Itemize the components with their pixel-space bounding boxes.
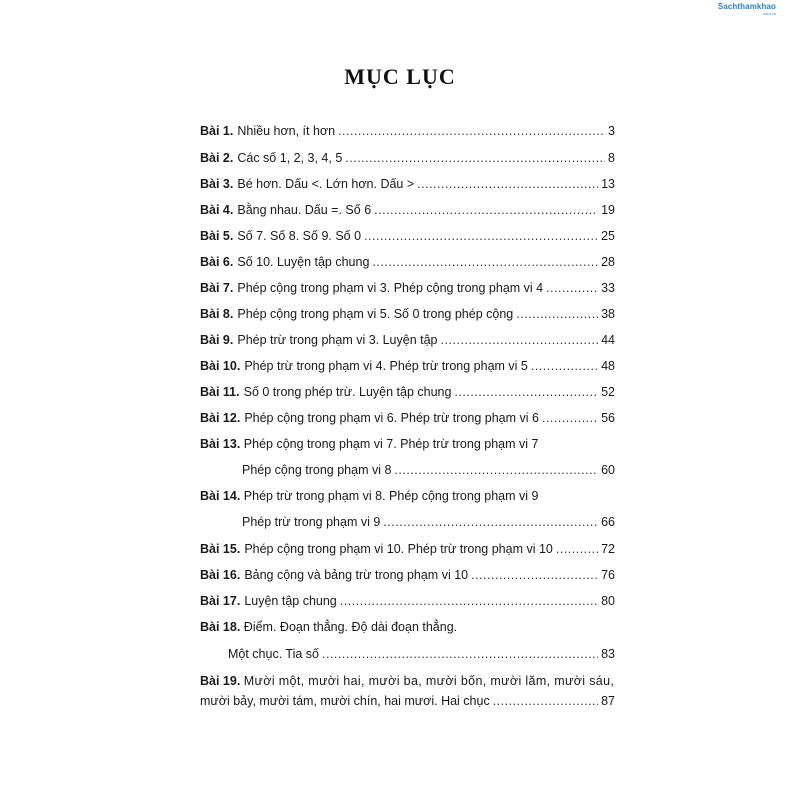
toc-entry-18-continued <box>200 645 615 663</box>
toc-entry-6 <box>200 253 615 271</box>
toc-entry-1 <box>200 122 615 140</box>
entry-page: 8 <box>608 151 615 165</box>
entry-title-continued: Phép cộng trong phạm vi 8 <box>242 463 392 477</box>
entry-number: Bài 4. <box>200 203 234 217</box>
entry-page: 13 <box>601 177 615 191</box>
logo-subtext: .com.vn <box>761 11 776 16</box>
toc-entry-11 <box>200 383 615 401</box>
toc-entry-5 <box>200 227 615 245</box>
entry-number: Bài 17. <box>200 594 241 608</box>
entry-page: 80 <box>601 594 615 608</box>
entry-page: 83 <box>601 647 615 661</box>
toc-entry-15 <box>200 540 615 558</box>
entry-title: Phép cộng trong phạm vi 6. Phép trừ trong phạm vi 6 <box>244 411 539 425</box>
entry-number: Bài 19. <box>200 674 241 688</box>
entry-page: 56 <box>601 411 615 425</box>
toc-entry-14-continued <box>200 513 615 531</box>
leader-dots <box>394 461 598 479</box>
entry-page: 38 <box>601 307 615 321</box>
leader-dots <box>493 692 598 710</box>
entry-page: 44 <box>601 333 615 347</box>
leader-dots <box>364 227 598 245</box>
entry-number: Bài 14. <box>200 489 241 503</box>
toc-entry-2 <box>200 149 615 167</box>
entry-page: 52 <box>601 385 615 399</box>
entry-title: Số 0 trong phép trừ. Luyện tập chung <box>243 385 452 399</box>
toc-entry-8 <box>200 305 615 323</box>
toc-entry-9 <box>200 331 615 349</box>
entry-title: Phép cộng trong phạm vi 10. Phép trừ trong phạm vi 10 <box>244 542 553 556</box>
leader-dots <box>383 513 598 531</box>
toc-entry-14 <box>200 487 615 505</box>
entry-title: Phép trừ trong phạm vi 4. Phép trừ trong phạm vi 5 <box>244 359 528 373</box>
toc-entry-19-continued <box>200 692 615 710</box>
leader-dots <box>531 357 598 375</box>
entry-number: Bài 18. <box>200 620 241 634</box>
leader-dots <box>546 279 598 297</box>
toc-entry-7 <box>200 279 615 297</box>
toc-entry-13 <box>200 435 615 453</box>
entry-number: Bài 2. <box>200 151 234 165</box>
entry-page: 28 <box>601 255 615 269</box>
entry-number: Bài 6. <box>200 255 234 269</box>
entry-title: Phép trừ trong phạm vi 8. Phép cộng trong phạm vi 9 <box>243 489 539 503</box>
entry-page: 72 <box>601 542 615 556</box>
toc-entry-3 <box>200 175 615 193</box>
leader-dots <box>441 331 599 349</box>
entry-title: Phép cộng trong phạm vi 5. Số 0 trong phép cộng <box>237 307 514 321</box>
entry-title: Bé hơn. Dấu <. Lớn hơn. Dấu > <box>237 177 415 191</box>
toc-entry-18 <box>200 618 615 636</box>
leader-dots <box>556 540 598 558</box>
entry-number: Bài 5. <box>200 229 234 243</box>
entry-number: Bài 7. <box>200 281 234 295</box>
entry-title: Điểm. Đoạn thẳng. Độ dài đoạn thẳng. <box>243 620 458 634</box>
entry-number: Bài 13. <box>200 437 241 451</box>
entry-number: Bài 11. <box>200 385 240 399</box>
toc-entry-17 <box>200 592 615 610</box>
leader-dots <box>322 645 598 663</box>
entry-number: Bài 10. <box>200 359 241 373</box>
entry-page: 25 <box>601 229 615 243</box>
toc-entry-13-continued <box>200 461 615 479</box>
leader-dots <box>338 122 605 140</box>
entry-title: Phép cộng trong phạm vi 3. Phép cộng trong phạm vi 4 <box>237 281 544 295</box>
leader-dots <box>345 149 605 167</box>
entry-title: Mười một, mười hai, mười ba, mười bốn, mười lăm, mười sáu, <box>243 674 615 688</box>
leader-dots <box>516 305 598 323</box>
entry-number: Bài 1. <box>200 124 234 138</box>
leader-dots <box>372 253 598 271</box>
entry-title-continued: Phép trừ trong phạm vi 9 <box>242 515 381 529</box>
leader-dots <box>542 409 598 427</box>
entry-title: Số 7. Số 8. Số 9. Số 0 <box>237 229 362 243</box>
entry-title-continued: mười bảy, mười tám, mười chín, hai mươi. Hai chục <box>200 694 490 708</box>
entry-page: 60 <box>601 463 615 477</box>
leader-dots <box>417 175 598 193</box>
entry-page: 3 <box>608 124 615 138</box>
toc-entry-10 <box>200 357 615 375</box>
entry-number: Bài 3. <box>200 177 234 191</box>
leader-dots <box>454 383 598 401</box>
entry-title: Nhiều hơn, ít hơn <box>237 124 336 138</box>
entry-title: Bảng cộng và bảng trừ trong phạm vi 10 <box>244 568 469 582</box>
leader-dots <box>374 201 598 219</box>
entry-page: 33 <box>601 281 615 295</box>
entry-page: 19 <box>601 203 615 217</box>
toc-entry-16 <box>200 566 615 584</box>
leader-dots <box>471 566 598 584</box>
entry-page: 87 <box>601 694 615 708</box>
entry-number: Bài 9. <box>200 333 234 347</box>
entry-title-continued: Một chục. Tia số <box>228 647 320 661</box>
toc-entry-12 <box>200 409 615 427</box>
toc-entry-19 <box>200 672 615 690</box>
entry-page: 76 <box>601 568 615 582</box>
page-title: MỤC LỤC <box>344 64 456 89</box>
entry-number: Bài 8. <box>200 307 234 321</box>
entry-title: Luyện tập chung <box>244 594 337 608</box>
entry-number: Bài 16. <box>200 568 241 582</box>
entry-title: Bằng nhau. Dấu =. Số 6 <box>237 203 372 217</box>
entry-number: Bài 15. <box>200 542 241 556</box>
entry-title: Phép trừ trong phạm vi 3. Luyện tập <box>237 333 438 347</box>
entry-page: 48 <box>601 359 615 373</box>
toc-entry-4 <box>200 201 615 219</box>
entry-page: 66 <box>601 515 615 529</box>
entry-title: Số 10. Luyện tập chung <box>237 255 370 269</box>
entry-title: Các số 1, 2, 3, 4, 5 <box>237 151 343 165</box>
publisher-logo <box>718 3 776 16</box>
logo-text: Sachthamkhao <box>717 2 776 11</box>
entry-title: Phép cộng trong phạm vi 7. Phép trừ trong phạm vi 7 <box>243 437 539 451</box>
leader-dots <box>340 592 598 610</box>
entry-number: Bài 12. <box>200 411 241 425</box>
